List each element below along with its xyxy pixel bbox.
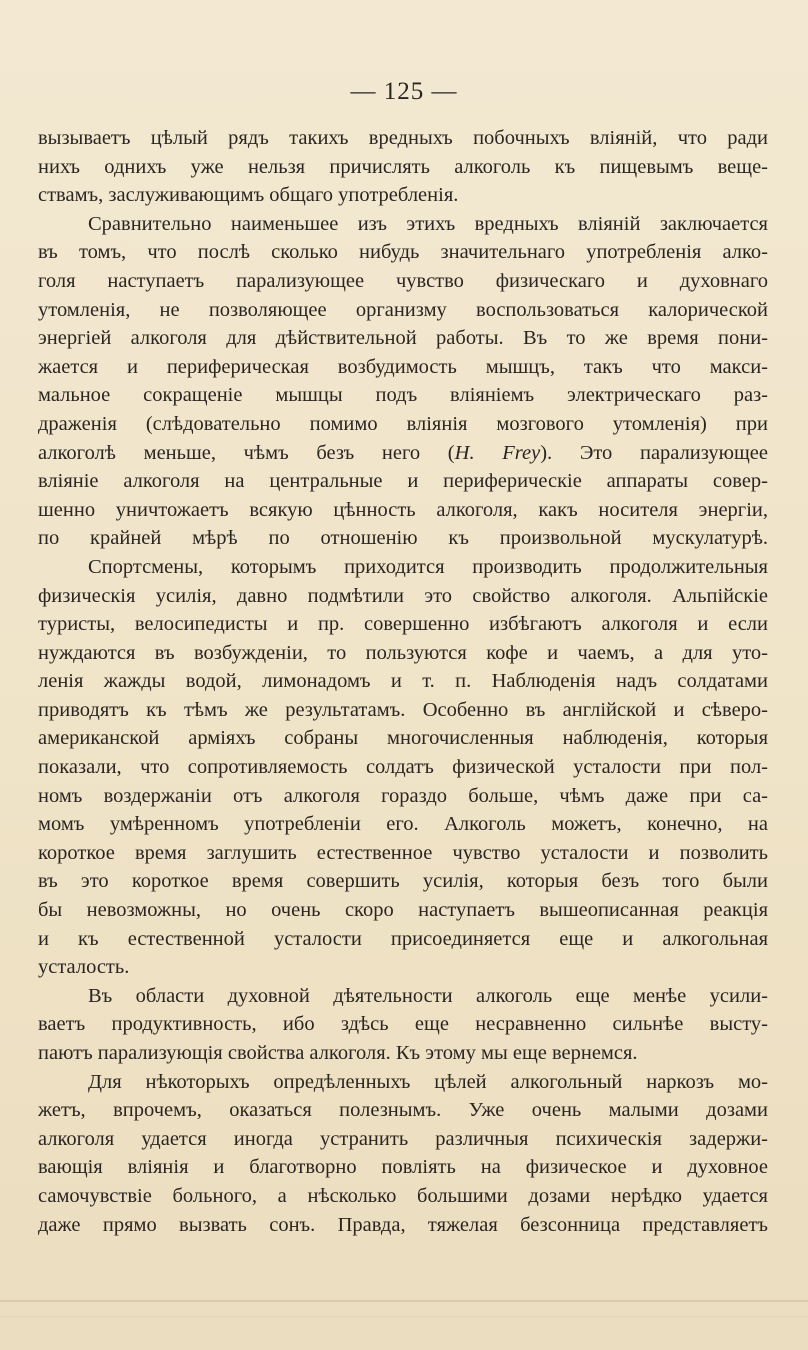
text-line: короткое время заглушить естественное чувство усталости и позволить (38, 841, 768, 864)
text-line: драженія (слѣдовательно помимо вліянія мозгового утомленія) при (38, 412, 768, 435)
text-line: физическія усилія, давно подмѣтили это свойство алкоголя. Альпійскіе (38, 584, 768, 607)
text-line: паютъ парализующія свойства алкоголя. Къ этому мы еще вернемся. (38, 1042, 638, 1064)
text-line: номъ воздержаніи отъ алкоголя гораздо больше, чѣмъ даже при са- (38, 784, 768, 807)
text-line: американской арміяхъ собраны многочисленныя наблюденія, которыя (38, 727, 768, 750)
page-edge-line (0, 1316, 808, 1317)
text-line: ленія жажды водой, лимонадомъ и т. п. Наблюденія надъ солдатами (38, 670, 768, 693)
text-line: даже прямо вызвать сонъ. Правда, тяжелая безсонница представляетъ (38, 1213, 768, 1236)
text-line: по крайней мѣрѣ по отношенію къ произвольной мускулатурѣ. (38, 527, 768, 550)
citation-author: H. Frey (454, 441, 541, 464)
text-segment: алкоголѣ меньше, чѣмъ безъ него ( (38, 441, 455, 464)
text-line: Сравнительно наименьшее изъ этихъ вредныхъ вліяній заключается (88, 212, 768, 235)
text-line: вающія вліянія и благотворно повліять на физическое и духовное (38, 1156, 768, 1179)
text-line: алкоголя удается иногда устранить различныя психическія задержи- (38, 1127, 768, 1150)
text-line: Спортсмены, которымъ приходится производить продолжительныя (88, 555, 768, 578)
text-line: въ томъ, что послѣ сколько нибудь значительнаго употребленія алко- (38, 241, 768, 264)
text-line: утомленія, не позволяющее организму воспользоваться калорической (38, 298, 768, 321)
body-text (38, 124, 768, 1239)
page-edge-line (0, 1300, 808, 1302)
text-line: туристы, велосипедисты и пр. совершенно избѣгаютъ алкоголя и если (38, 613, 768, 636)
text-line: усталость. (38, 956, 130, 979)
text-line: бы невозможны, но очень скоро наступаетъ вышеописанная реакція (38, 899, 768, 922)
text-line: нуждаются въ возбужденіи, то пользуются кофе и чаемъ, а для уто- (38, 641, 768, 664)
text-line: жетъ, впрочемъ, оказаться полезнымъ. Уже очень малыми дозами (38, 1099, 768, 1122)
text-line: момъ умѣренномъ употребленіи его. Алкоголь можетъ, конечно, на (38, 813, 768, 836)
text-line: энергіей алкоголя для дѣйствительной работы. Въ то же время пони- (38, 327, 768, 350)
text-line: шенно уничтожаетъ всякую цѣнность алкоголя, какъ носителя энергіи, (38, 498, 768, 521)
text-line: въ это короткое время совершить усилія, которыя безъ того были (38, 870, 768, 893)
text-line: Для нѣкоторыхъ опредѣленныхъ цѣлей алкогольный наркозъ мо- (88, 1070, 768, 1093)
text-line: самочувствіе больного, а нѣсколько большими дозами нерѣдко удается (38, 1184, 768, 1207)
text-line: вызываетъ цѣлый рядъ такихъ вредныхъ побочныхъ вліяній, что ради (38, 127, 768, 149)
text-line: мальное сокращеніе мышцы подъ вліяніемъ электрическаго раз- (38, 384, 768, 407)
text-segment: ). Это парализующее (540, 441, 768, 464)
text-line: вліяніе алкоголя на центральные и периферическіе аппараты совер- (38, 470, 768, 493)
text-line: Въ области духовной дѣятельности алкоголь еще менѣе усили- (88, 984, 768, 1007)
page-number: — 125 — (350, 78, 458, 105)
text-line: нихъ однихъ уже нельзя причислять алкоголь къ пищевымъ веще- (38, 155, 768, 178)
text-line: ствамъ, заслуживающимъ общаго употребленія. (38, 184, 459, 207)
text-line: приводятъ къ тѣмъ же результатамъ. Особенно въ англійской и сѣверо- (38, 698, 768, 721)
text-line: голя наступаетъ парализующее чувство физическаго и духовнаго (38, 269, 768, 292)
text-line: показали, что сопротивляемость солдатъ физической усталости при пол- (38, 756, 768, 779)
text-line: жается и периферическая возбудимость мышцъ, такъ что макси- (38, 355, 768, 378)
text-line (38, 439, 768, 468)
text-line: ваетъ продуктивность, ибо здѣсь еще несравненно сильнѣе высту- (38, 1013, 768, 1036)
text-line: и къ естественной усталости присоединяется еще и алкогольная (38, 927, 768, 950)
